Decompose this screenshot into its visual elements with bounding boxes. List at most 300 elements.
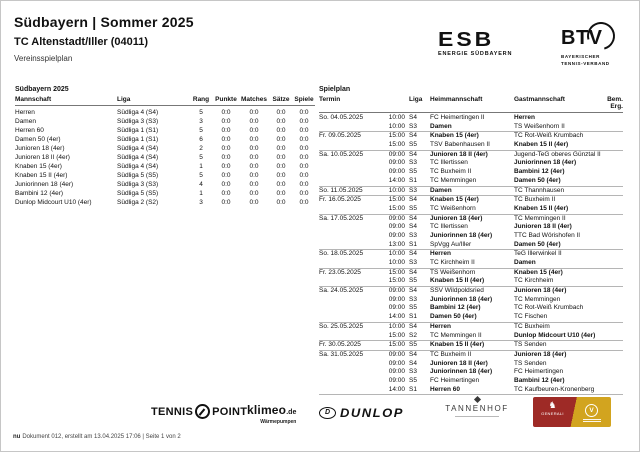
result <box>599 360 623 369</box>
matches: 0:0 <box>249 163 259 170</box>
home-team: Knaben 15 (4er) <box>430 132 479 140</box>
rank: 5 <box>199 154 203 161</box>
games: 0:0 <box>299 172 309 179</box>
match-date <box>319 177 383 186</box>
guest-team: Herren <box>514 114 535 121</box>
home-team: Herren <box>430 322 451 330</box>
league: Südliga 4 (S4) <box>117 154 159 161</box>
spielplan-row <box>319 186 623 196</box>
home-team: TS Weißenhorn <box>430 268 476 276</box>
match-time: 10:00 <box>388 250 405 258</box>
dvag-v-icon: V <box>585 404 598 417</box>
standings-row <box>15 198 315 207</box>
home-team: TC Buxheim II <box>430 168 472 176</box>
match-date <box>319 123 383 132</box>
rank: 4 <box>199 181 203 188</box>
match-date: So. 11.05.2025 <box>319 186 363 194</box>
points: 0:0 <box>221 109 231 116</box>
col-saetze: Sätze <box>272 96 290 103</box>
match-time: 14:00 <box>388 176 405 184</box>
match-time: 15:00 <box>388 196 405 204</box>
sets: 0:0 <box>276 172 286 179</box>
match-time: 10:00 <box>388 186 405 194</box>
dvag-half <box>572 397 611 427</box>
dunlop-d-icon: D <box>319 407 336 419</box>
guest-team: TC Thannhausen <box>514 186 565 194</box>
home-team: TC Buxheim II <box>430 350 472 358</box>
result <box>599 205 623 214</box>
team-name: Junioren 18 II (4er) <box>15 154 70 161</box>
generali-lion-icon: ♞ <box>548 400 557 410</box>
match-league: S5 <box>409 277 417 285</box>
standings-row <box>15 135 315 144</box>
match-time: 15:00 <box>388 141 405 149</box>
guest-team: TC Kirchheim <box>514 277 554 285</box>
btv-logo-text: BTV <box>561 27 603 49</box>
spielplan-row <box>319 223 623 232</box>
matches: 0:0 <box>249 127 259 134</box>
match-date <box>319 159 383 168</box>
match-date <box>319 386 383 395</box>
points: 0:0 <box>221 145 231 152</box>
match-date <box>319 377 383 386</box>
guest-team: Damen 50 (4er) <box>514 240 561 248</box>
result <box>599 123 623 132</box>
guest-team: Knaben 15 II (4er) <box>514 204 569 212</box>
standings-row <box>15 153 315 162</box>
klimeo-caption: Wärmepumpen <box>260 419 297 425</box>
col-heimmannschaft: Heimmannschaft <box>430 96 483 103</box>
match-time: 15:00 <box>388 331 405 339</box>
games: 0:0 <box>299 118 309 125</box>
guest-team: Bambini 12 (4er) <box>514 168 565 176</box>
rank: 5 <box>199 127 203 134</box>
home-team: SpVgg Au/Iller <box>430 240 472 248</box>
spielplan-row <box>319 268 623 278</box>
rank: 3 <box>199 118 203 125</box>
points: 0:0 <box>221 172 231 179</box>
points: 0:0 <box>221 127 231 134</box>
guest-team: Dunlop Midcourt U10 (4er) <box>514 331 596 339</box>
col-liga: Liga <box>117 96 131 103</box>
result <box>599 313 623 322</box>
match-date: Sa. 17.05.2025 <box>319 214 364 222</box>
league: Südliga 5 (S5) <box>117 190 159 197</box>
tennis-point-word2: POINT <box>212 405 248 418</box>
spielplan-row <box>319 296 623 305</box>
nu-brand: nu <box>13 434 21 440</box>
home-team: Damen <box>430 186 452 194</box>
match-time: 10:00 <box>388 114 405 121</box>
match-time: 10:00 <box>388 122 405 130</box>
result <box>599 232 623 241</box>
standings-row <box>15 171 315 180</box>
match-date <box>319 313 383 322</box>
result <box>599 332 623 341</box>
match-date: So. 04.05.2025 <box>319 114 364 121</box>
home-team: Juniorinnen 18 (4er) <box>430 295 493 303</box>
points: 0:0 <box>221 190 231 197</box>
team-name: Knaben 15 II (4er) <box>15 172 68 179</box>
col-termin: Termin <box>319 96 341 103</box>
sets: 0:0 <box>276 145 286 152</box>
match-date <box>319 332 383 341</box>
guest-team: TC Buxheim <box>514 322 550 330</box>
match-time: 14:00 <box>388 313 405 321</box>
spielplan-row <box>319 232 623 241</box>
match-league: S4 <box>409 287 417 295</box>
matches: 0:0 <box>249 154 259 161</box>
match-date: Fr. 23.05.2025 <box>319 268 361 276</box>
league: Südliga 3 (S3) <box>117 181 159 188</box>
match-league: S4 <box>409 223 417 231</box>
btv-logo <box>561 26 617 68</box>
dvag-tagline-lines <box>583 419 601 420</box>
guest-team: Junioren 18 (4er) <box>514 350 567 358</box>
report-subtitle: Vereinsspielplan <box>14 54 73 63</box>
guest-team: TC Kaufbeuren-Kronenberg <box>514 385 595 393</box>
match-time: 10:00 <box>388 322 405 330</box>
home-team: TC Weißenhorn <box>430 204 476 212</box>
games: 0:0 <box>299 109 309 116</box>
match-league: S5 <box>409 304 417 312</box>
matches: 0:0 <box>249 118 259 125</box>
match-date <box>319 368 383 377</box>
standings-row <box>15 126 315 135</box>
klimeo-logo <box>247 401 296 425</box>
spielplan-row <box>319 150 623 160</box>
col-spiele: Spiele <box>294 96 314 103</box>
guest-team: TS Senden <box>514 341 547 349</box>
home-team: Junioren 18 (4er) <box>430 214 483 222</box>
league: Südliga 1 (S1) <box>117 136 159 143</box>
home-team: Juniorinnen 18 (4er) <box>430 368 493 376</box>
standings-row <box>15 162 315 171</box>
esb-logo <box>438 28 512 57</box>
games: 0:0 <box>299 199 309 206</box>
result <box>599 269 623 278</box>
team-name: Dunlop Midcourt U10 (4er) <box>15 199 92 206</box>
home-team: TC Memmingen <box>430 176 477 184</box>
match-league: S3 <box>409 368 417 376</box>
standings-row <box>15 144 315 153</box>
rank: 3 <box>199 199 203 206</box>
match-time: 09:00 <box>388 295 405 303</box>
home-team: Juniorinnen 18 (4er) <box>430 231 493 239</box>
home-team: Damen 50 (4er) <box>430 313 477 321</box>
rank: 5 <box>199 172 203 179</box>
generali-half <box>533 397 572 427</box>
spielplan-row <box>319 313 623 322</box>
standings-row <box>15 180 315 189</box>
home-team: Junioren 18 II (4er) <box>430 359 488 367</box>
tennis-racket-icon <box>195 404 210 419</box>
guest-team: TS Weißenhorn II <box>514 122 565 130</box>
generali-dvag-logo <box>533 397 611 427</box>
matches: 0:0 <box>249 145 259 152</box>
spielplan-row <box>319 360 623 369</box>
match-league: S4 <box>409 132 417 140</box>
spielplan-row <box>319 205 623 214</box>
matches: 0:0 <box>249 109 259 116</box>
rank: 6 <box>199 136 203 143</box>
match-time: 14:00 <box>388 385 405 393</box>
home-team: Knaben 15 II (4er) <box>430 277 485 285</box>
match-league: S1 <box>409 240 417 248</box>
result <box>599 196 623 205</box>
home-team: Herren 60 <box>430 385 460 393</box>
league: Südliga 4 (S4) <box>117 145 159 152</box>
spielplan-row <box>319 377 623 386</box>
guest-team: TC Fischen <box>514 313 548 321</box>
games: 0:0 <box>299 181 309 188</box>
games: 0:0 <box>299 145 309 152</box>
points: 0:0 <box>221 118 231 125</box>
guest-team: Damen <box>514 259 536 266</box>
match-time: 09:00 <box>388 231 405 239</box>
col-rang: Rang <box>192 96 210 103</box>
match-time: 09:00 <box>388 159 405 167</box>
sets: 0:0 <box>276 136 286 143</box>
rank: 1 <box>199 190 203 197</box>
spielplan-title: Spielplan <box>319 86 351 93</box>
spielplan-row <box>319 195 623 205</box>
match-league: S3 <box>409 231 417 239</box>
guest-team: FC Heimertingen <box>514 368 564 376</box>
dunlop-logo <box>319 405 404 420</box>
home-team: TSV Babenhausen II <box>430 141 490 149</box>
guest-team: TeG Illerwinkel II <box>514 250 562 258</box>
guest-team: TC Memmingen <box>514 295 561 303</box>
result <box>599 223 623 232</box>
games: 0:0 <box>299 127 309 134</box>
guest-team: Juniorinnen 18 (4er) <box>514 159 577 167</box>
tannenhof-crest-icon <box>473 396 480 403</box>
match-league: S3 <box>409 122 417 130</box>
esb-logo-text: ESB <box>438 27 495 51</box>
sets: 0:0 <box>276 118 286 125</box>
result <box>599 168 623 177</box>
sets: 0:0 <box>276 163 286 170</box>
match-date <box>319 296 383 305</box>
document-header <box>14 14 194 63</box>
points: 0:0 <box>221 136 231 143</box>
klimeo-wordmark <box>247 401 296 419</box>
result <box>599 323 623 332</box>
matches: 0:0 <box>249 199 259 206</box>
match-league: S4 <box>409 114 417 121</box>
tannenhof-wordmark: TANNENHOF <box>445 404 509 413</box>
sets: 0:0 <box>276 190 286 197</box>
match-date: Sa. 24.05.2025 <box>319 287 364 295</box>
guest-team: Junioren 18 II (4er) <box>514 223 572 231</box>
spielplan-row <box>319 159 623 168</box>
result <box>599 215 623 224</box>
result <box>599 377 623 386</box>
league: Südliga 1 (S1) <box>117 127 159 134</box>
spielplan-row <box>319 131 623 141</box>
esb-logo-caption: ENERGIE SÜDBAYERN <box>438 51 513 57</box>
match-league: S1 <box>409 385 417 393</box>
matches: 0:0 <box>249 181 259 188</box>
dunlop-wordmark: DUNLOP <box>340 405 404 420</box>
match-date <box>319 223 383 232</box>
result <box>599 187 623 196</box>
match-time: 09:00 <box>388 359 405 367</box>
match-league: S4 <box>409 350 417 358</box>
sets: 0:0 <box>276 181 286 188</box>
result <box>599 368 623 377</box>
spielplan-row <box>319 168 623 177</box>
guest-team: Junioren 18 (4er) <box>514 287 567 295</box>
team-name: Herren <box>15 109 35 116</box>
spielplan-row <box>319 177 623 186</box>
spielplan-row <box>319 286 623 296</box>
match-time: 15:00 <box>388 204 405 212</box>
match-date: So. 18.05.2025 <box>319 250 364 258</box>
games: 0:0 <box>299 136 309 143</box>
spielplan-row <box>319 249 623 259</box>
sets: 0:0 <box>276 127 286 134</box>
match-league: S3 <box>409 186 417 194</box>
col-matches: Matches <box>240 96 267 103</box>
match-date: Fr. 09.05.2025 <box>319 132 361 140</box>
spielplan-row <box>319 386 623 395</box>
home-team: Knaben 15 II (4er) <box>430 341 485 349</box>
league: Südliga 3 (S3) <box>117 118 159 125</box>
rank: 5 <box>199 109 203 116</box>
team-name: Damen <box>15 118 36 125</box>
matches: 0:0 <box>249 136 259 143</box>
match-league: S3 <box>409 295 417 303</box>
guest-team: Damen 50 (4er) <box>514 176 561 184</box>
match-time: 15:00 <box>388 277 405 285</box>
match-date <box>319 241 383 250</box>
spielplan-row <box>319 277 623 286</box>
standings-body <box>15 106 315 207</box>
spielplan-header <box>319 96 623 113</box>
col-bem-erg: Bem. Erg. <box>607 96 623 110</box>
spielplan-row <box>319 350 623 360</box>
spielplan-row <box>319 340 623 350</box>
result <box>599 259 623 268</box>
spielplan-row <box>319 241 623 250</box>
club-title: TC Altenstadt/Iller (04011) <box>14 36 149 48</box>
match-time: 09:00 <box>388 214 405 222</box>
result <box>599 351 623 360</box>
match-time: 09:00 <box>388 350 405 358</box>
match-date <box>319 168 383 177</box>
games: 0:0 <box>299 163 309 170</box>
result <box>599 241 623 250</box>
games: 0:0 <box>299 154 309 161</box>
points: 0:0 <box>221 154 231 161</box>
guest-team: TTC Bad Wörishofen II <box>514 231 581 239</box>
result <box>599 277 623 286</box>
spielplan-table <box>319 86 623 395</box>
result <box>599 132 623 141</box>
team-name: Juniorinnen 18 (4er) <box>15 181 74 188</box>
match-date <box>319 205 383 214</box>
spielplan-row <box>319 214 623 224</box>
match-time: 09:00 <box>388 287 405 295</box>
home-team: Bambini 12 (4er) <box>430 304 481 312</box>
result <box>599 159 623 168</box>
spielplan-row <box>319 259 623 268</box>
match-time: 15:00 <box>388 341 405 349</box>
points: 0:0 <box>221 163 231 170</box>
result <box>599 386 623 395</box>
match-league: S3 <box>409 159 417 167</box>
home-team: TC Kirchheim II <box>430 259 475 266</box>
home-team: Knaben 15 (4er) <box>430 196 479 204</box>
match-date <box>319 304 383 313</box>
match-time: 15:00 <box>388 268 405 276</box>
match-date: Fr. 30.05.2025 <box>319 341 361 349</box>
home-team: TC Illertissen <box>430 159 468 167</box>
match-time: 09:00 <box>388 150 405 158</box>
sets: 0:0 <box>276 109 286 116</box>
match-date <box>319 232 383 241</box>
match-league: S4 <box>409 150 417 158</box>
btv-logo-mark <box>561 26 617 52</box>
home-team: SSV Wildpoldsried <box>430 287 484 295</box>
games: 0:0 <box>299 190 309 197</box>
match-time: 09:00 <box>388 376 405 384</box>
team-name: Herren 60 <box>15 127 44 134</box>
team-name: Damen 50 (4er) <box>15 136 61 143</box>
spielplan-row <box>319 332 623 341</box>
home-team: Junioren 18 II (4er) <box>430 150 488 158</box>
spielplan-row <box>319 123 623 132</box>
match-league: S1 <box>409 313 417 321</box>
col-punkte: Punkte <box>215 96 237 103</box>
guest-team: TC Memmingen II <box>514 214 566 222</box>
match-league: S3 <box>409 259 417 266</box>
rank: 2 <box>199 145 203 152</box>
league: Südliga 4 (S4) <box>117 163 159 170</box>
match-league: S4 <box>409 196 417 204</box>
guest-team: Bambini 12 (4er) <box>514 376 565 384</box>
sets: 0:0 <box>276 199 286 206</box>
home-team: Herren <box>430 250 451 258</box>
match-date <box>319 277 383 286</box>
guest-team: Knaben 15 (4er) <box>514 268 563 276</box>
match-league: S4 <box>409 268 417 276</box>
result <box>599 114 623 123</box>
result <box>599 287 623 296</box>
match-league: S4 <box>409 322 417 330</box>
btv-circle-icon <box>582 17 620 55</box>
match-date <box>319 259 383 268</box>
match-date: So. 25.05.2025 <box>319 322 364 330</box>
spielplan-row <box>319 114 623 123</box>
match-league: S4 <box>409 250 417 258</box>
points: 0:0 <box>221 199 231 206</box>
guest-team: TC Rot-Weiß Krumbach <box>514 132 584 140</box>
team-name: Knaben 15 (4er) <box>15 163 62 170</box>
match-league: S4 <box>409 214 417 222</box>
league: Südliga 2 (S2) <box>117 199 159 206</box>
match-time: 15:00 <box>388 132 405 140</box>
match-date: Sa. 31.05.2025 <box>319 350 364 358</box>
footer-text: Dokument 012, erstellt am 13.04.2025 17:06 | Seite 1 von 2 <box>22 434 181 440</box>
home-team: Damen <box>430 122 452 130</box>
match-time: 09:00 <box>388 223 405 231</box>
guest-team: TC Buxheim II <box>514 196 556 204</box>
spielplan-row <box>319 368 623 377</box>
btv-caption-line2: TENNIS-VERBAND <box>561 60 610 66</box>
